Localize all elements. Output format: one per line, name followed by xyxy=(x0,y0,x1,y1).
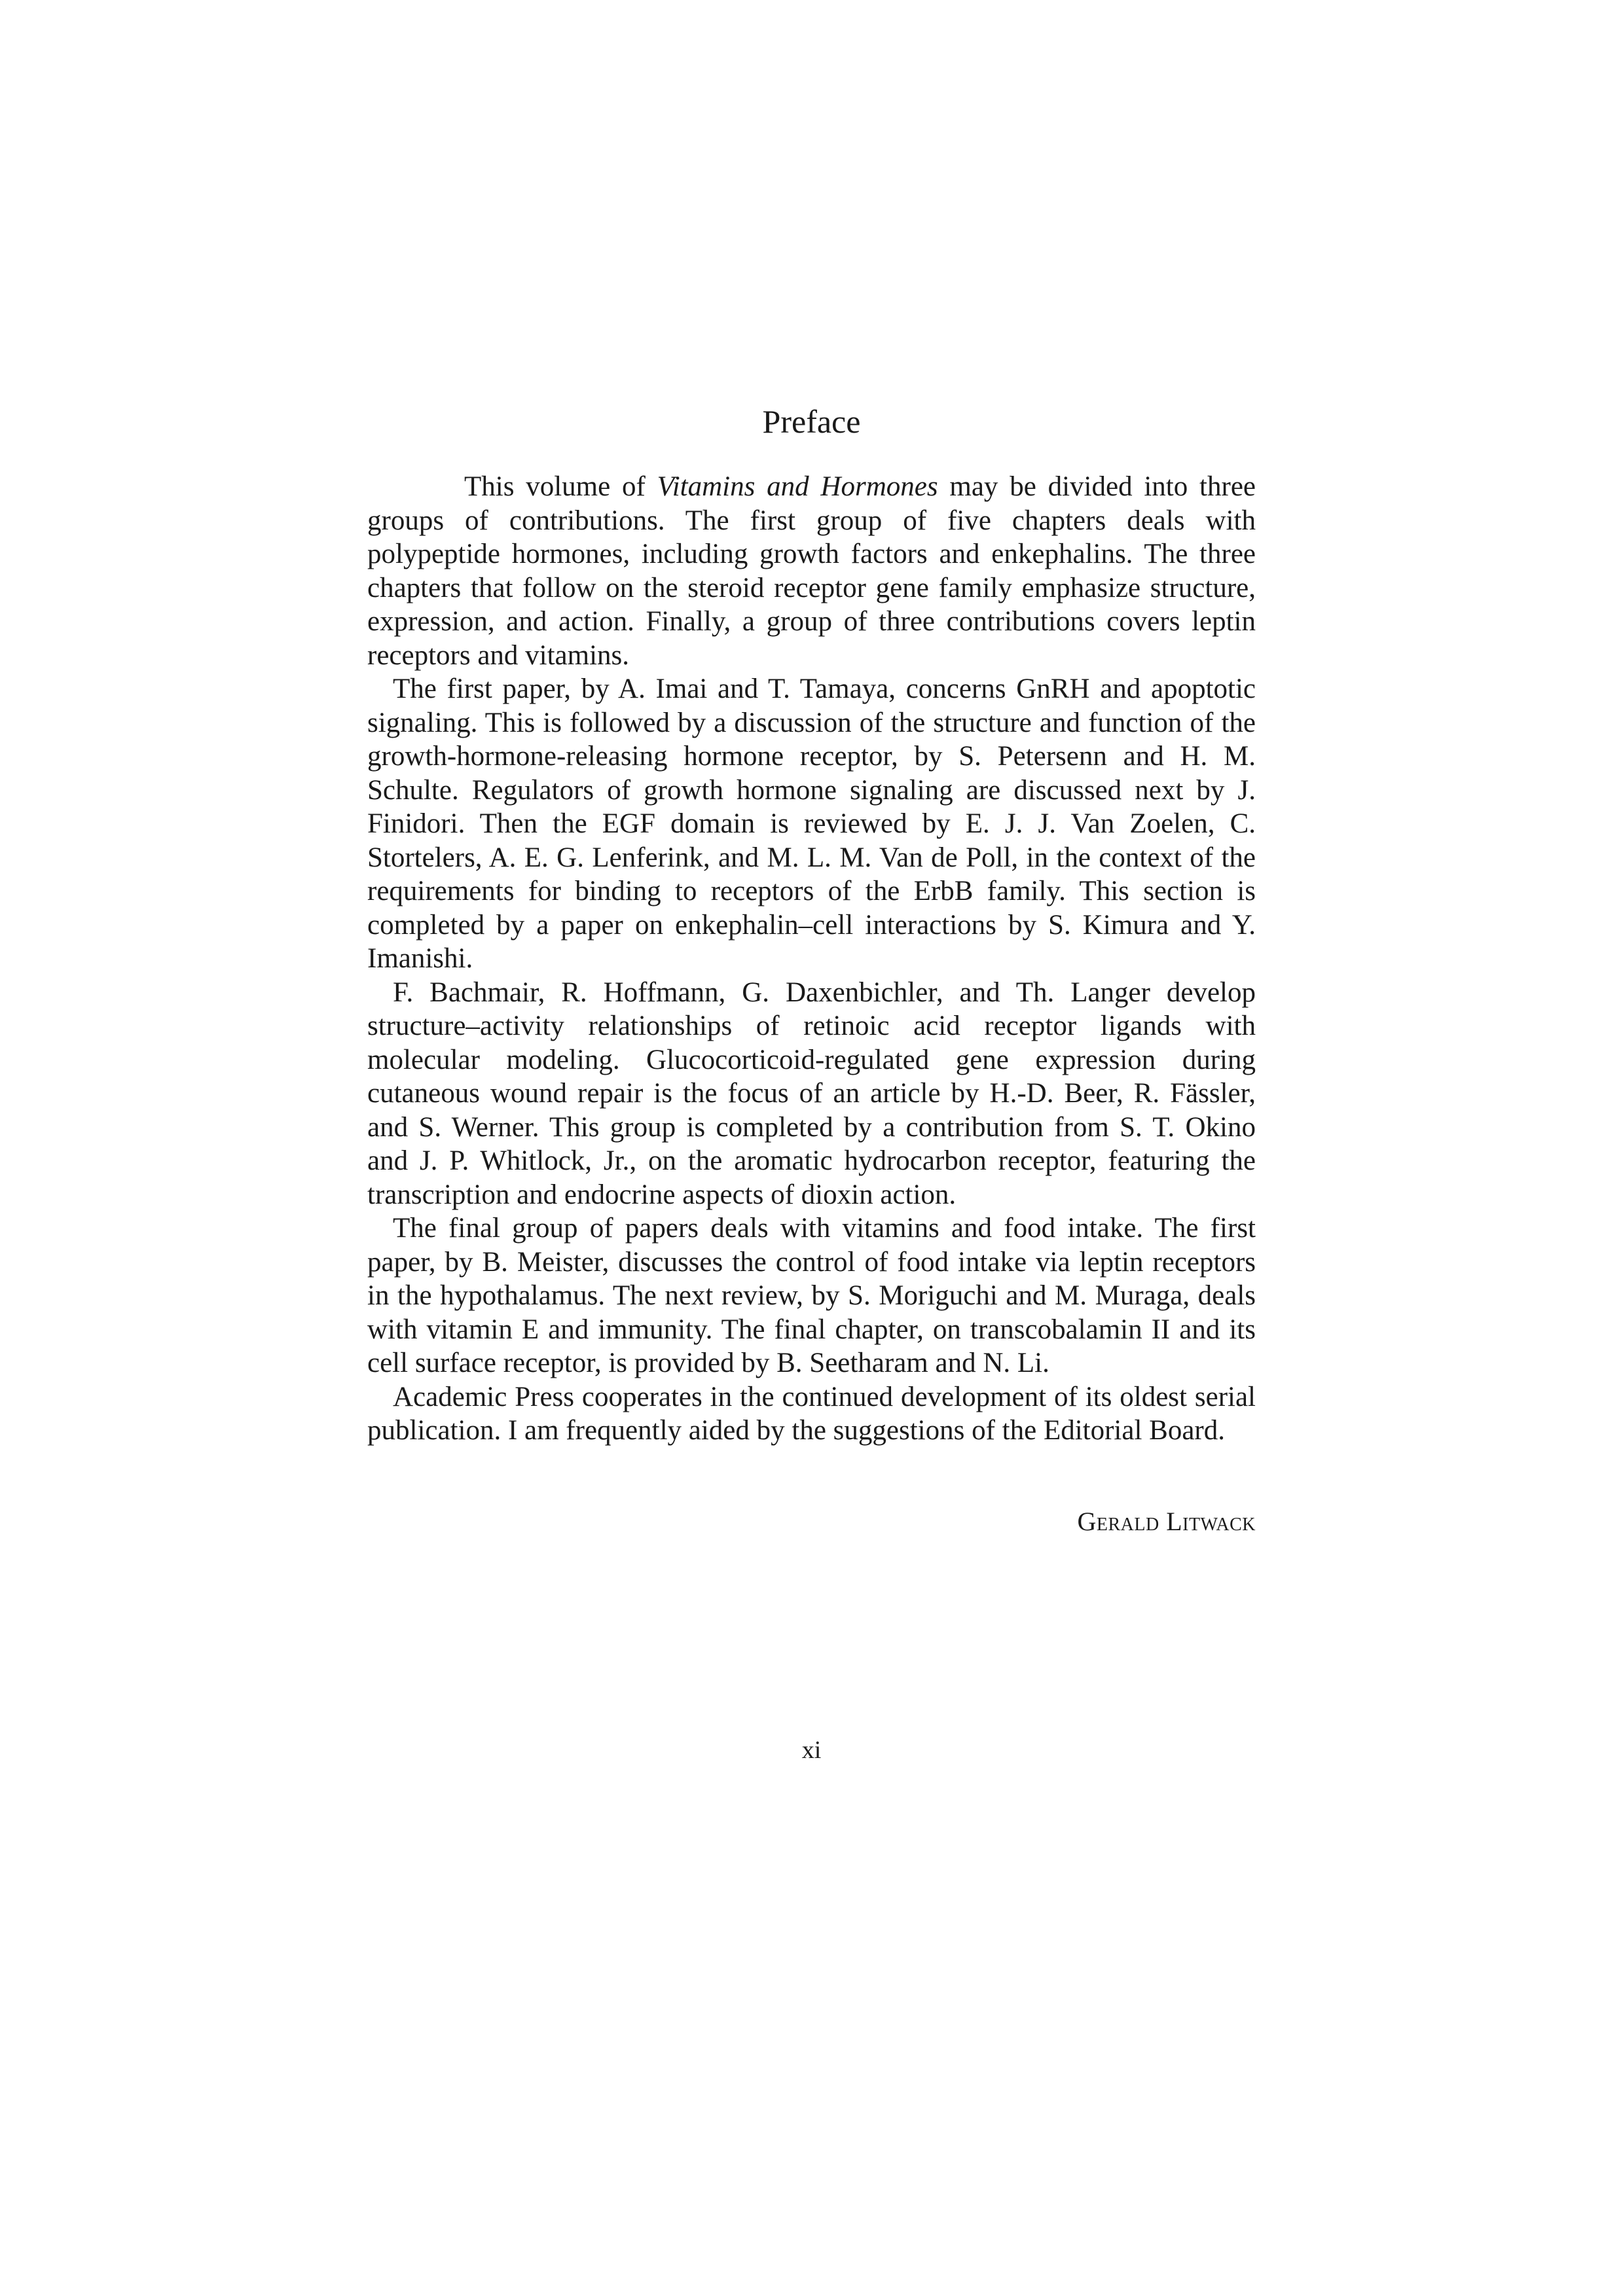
page-title: Preface xyxy=(762,403,861,440)
page-number: xi xyxy=(801,1736,822,1764)
paragraph-5: Academic Press cooperates in the continued development of its oldest serial publication. I am frequently aided by the suggestions of the Editorial Board. xyxy=(367,1381,1256,1446)
paragraph-1 xyxy=(367,470,1256,672)
paragraph-1-rest: may be divided into three groups of contributions. The first group of five chapters deals with polypeptide hormones, including growth factors and enkephalins. The three chapters that follow on the steroid receptor gene family emphasize structure, expression, and action. Finally, a group of three contributions covers leptin receptors and vitamins. xyxy=(367,471,1256,671)
paragraph-1-lead: This volume of xyxy=(464,471,657,502)
book-title-italic: Vitamins and Hormones xyxy=(657,471,938,502)
preface-body xyxy=(367,470,1256,1448)
paragraph-3: F. Bachmair, R. Hoffmann, G. Daxenbichler, and Th. Langer develop structure–activity relationships of retinoic acid receptor ligands with molecular modeling. Glucocorticoid-regulated gene expression during cutaneous wound repair is the focus of an article by H.-D. Beer, R. Fässler, and S. Werner. This group is completed by a contribution from S. T. Okino and J. P. Whitlock, Jr., on the aromatic hydrocarbon receptor, featuring the transcription and endocrine aspects of dioxin action. xyxy=(367,977,1256,1210)
paragraph-4: The final group of papers deals with vitamins and food intake. The first paper, by B. Meister, discusses the control of food intake via leptin receptors in the hypothalamus. The next review, by S. Moriguchi and M. Muraga, deals with vitamin E and immunity. The final chapter, on transcobalamin II and its cell surface receptor, is provided by B. Seetharam and N. Li. xyxy=(367,1213,1256,1378)
paragraph-2: The first paper, by A. Imai and T. Tamaya, concerns GnRH and apoptotic signaling. This is followed by a discussion of the structure and function of the growth-hormone-releasing hormone receptor, by S. Petersenn and H. M. Schulte. Regulators of growth hormone signaling are discussed next by J. Finidori. Then the EGF domain is reviewed by E. J. J. Van Zoelen, C. Stortelers, A. E. G. Lenferink, and M. L. M. Van de Poll, in the context of the requirements for binding to receptors of the ErbB family. This section is completed by a paper on enkephalin–cell interactions by S. Kimura and Y. Imanishi. xyxy=(367,673,1256,974)
author-signature: Gerald Litwack xyxy=(1077,1507,1256,1536)
